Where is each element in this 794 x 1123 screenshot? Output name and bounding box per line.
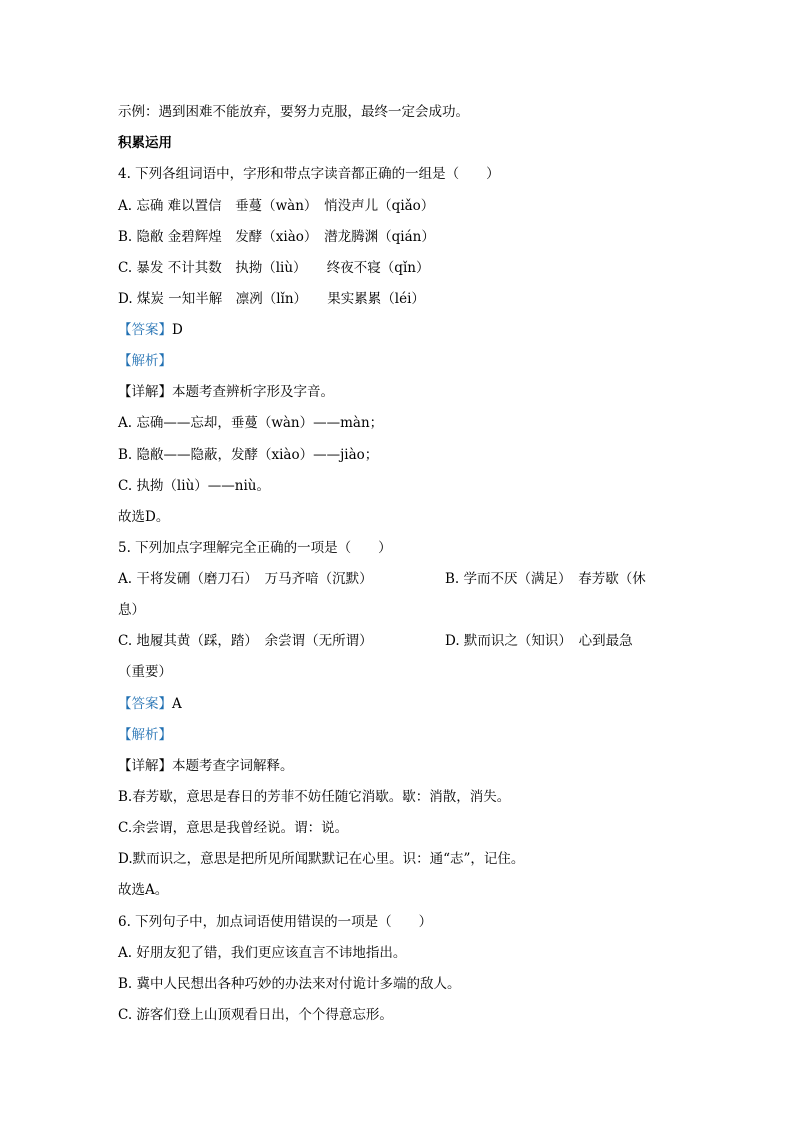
q6-option-a: A. 好朋友犯了错，我们更应该直言不讳地指出。 [118,945,407,961]
q5-option-d: D. 默而识之（知识） 心到最急 [445,633,633,649]
q5-detail-d: D.默而识之，意思是把所见所闻默默记在心里。识：通“志”，记住。 [118,851,525,867]
q6-option-c: C. 游客们登上山顶观看日出，个个得意忘形。 [118,1007,393,1023]
q4-answer [118,321,183,339]
question-4: 4. 下列各组词语中，字形和带点字读音都正确的一组是（ ） [118,166,500,182]
q4-detail-c: C. 执拗（liù）——niù。 [118,478,270,494]
q4-option-c: C. 暴发 不计其数 执拗（liù） 终夜不寝（qǐn） [118,260,430,276]
q5-option-d-wrap: （重要） [118,664,172,680]
analysis-label: 【解析】 [118,353,172,369]
q5-option-c: C. 地履其黄（踩，踏） 余尝谓（无所谓） [118,633,373,649]
question-5: 5. 下列加点字理解完全正确的一项是（ ） [118,540,392,556]
q4-detail-a: A. 忘确——忘却，垂蔓（wàn）——màn； [118,415,384,431]
q5-option-b: B. 学而不厌（满足） 春芳歇（休 [445,571,646,587]
q5-detail-c: C.余尝谓，意思是我曾经说。谓：说。 [118,820,349,836]
q4-option-b: B. 隐敝 金碧辉煌 发酵（xiào） 潜龙腾渊（qián） [118,229,435,245]
question-6: 6. 下列句子中，加点词语使用错误的一项是（ ） [118,914,433,930]
q4-detail-b: B. 隐敝——隐蔽，发酵（xiào）——jiào； [118,447,379,463]
q4-option-d: D. 煤炭 一知半解 凛冽（lǐn） 果实累累（léi） [118,291,425,307]
q5-answer [118,695,182,713]
answer-label: 【答案】 [118,696,172,712]
example-line: 示例：遇到困难不能放弃，要努力克服，最终一定会成功。 [118,104,469,120]
answer-value: A [172,696,182,712]
q5-option-a: A. 干将发硎（磨刀石） 万马齐喑（沉默） [118,571,373,587]
q4-option-a: A. 忘确 难以置信 垂蔓（wàn） 悄没声儿（qiǎo） [118,198,435,214]
q5-detail-b: B.春芳歇，意思是春日的芳菲不妨任随它消歇。歇：消散，消失。 [118,789,511,805]
answer-value: D [172,322,183,338]
q4-detail: 【详解】本题考查辨析字形及字音。 [118,384,334,400]
q5-option-b-wrap: 息） [118,602,145,618]
q6-option-b: B. 冀中人民想出各种巧妙的办法来对付诡计多端的敌人。 [118,976,461,992]
analysis-label: 【解析】 [118,727,172,743]
q4-conclusion: 故选D。 [118,509,170,525]
section-heading: 积累运用 [118,135,172,151]
answer-label: 【答案】 [118,322,172,338]
q5-conclusion: 故选A。 [118,882,169,898]
q5-detail: 【详解】本题考查字词解释。 [118,758,294,774]
